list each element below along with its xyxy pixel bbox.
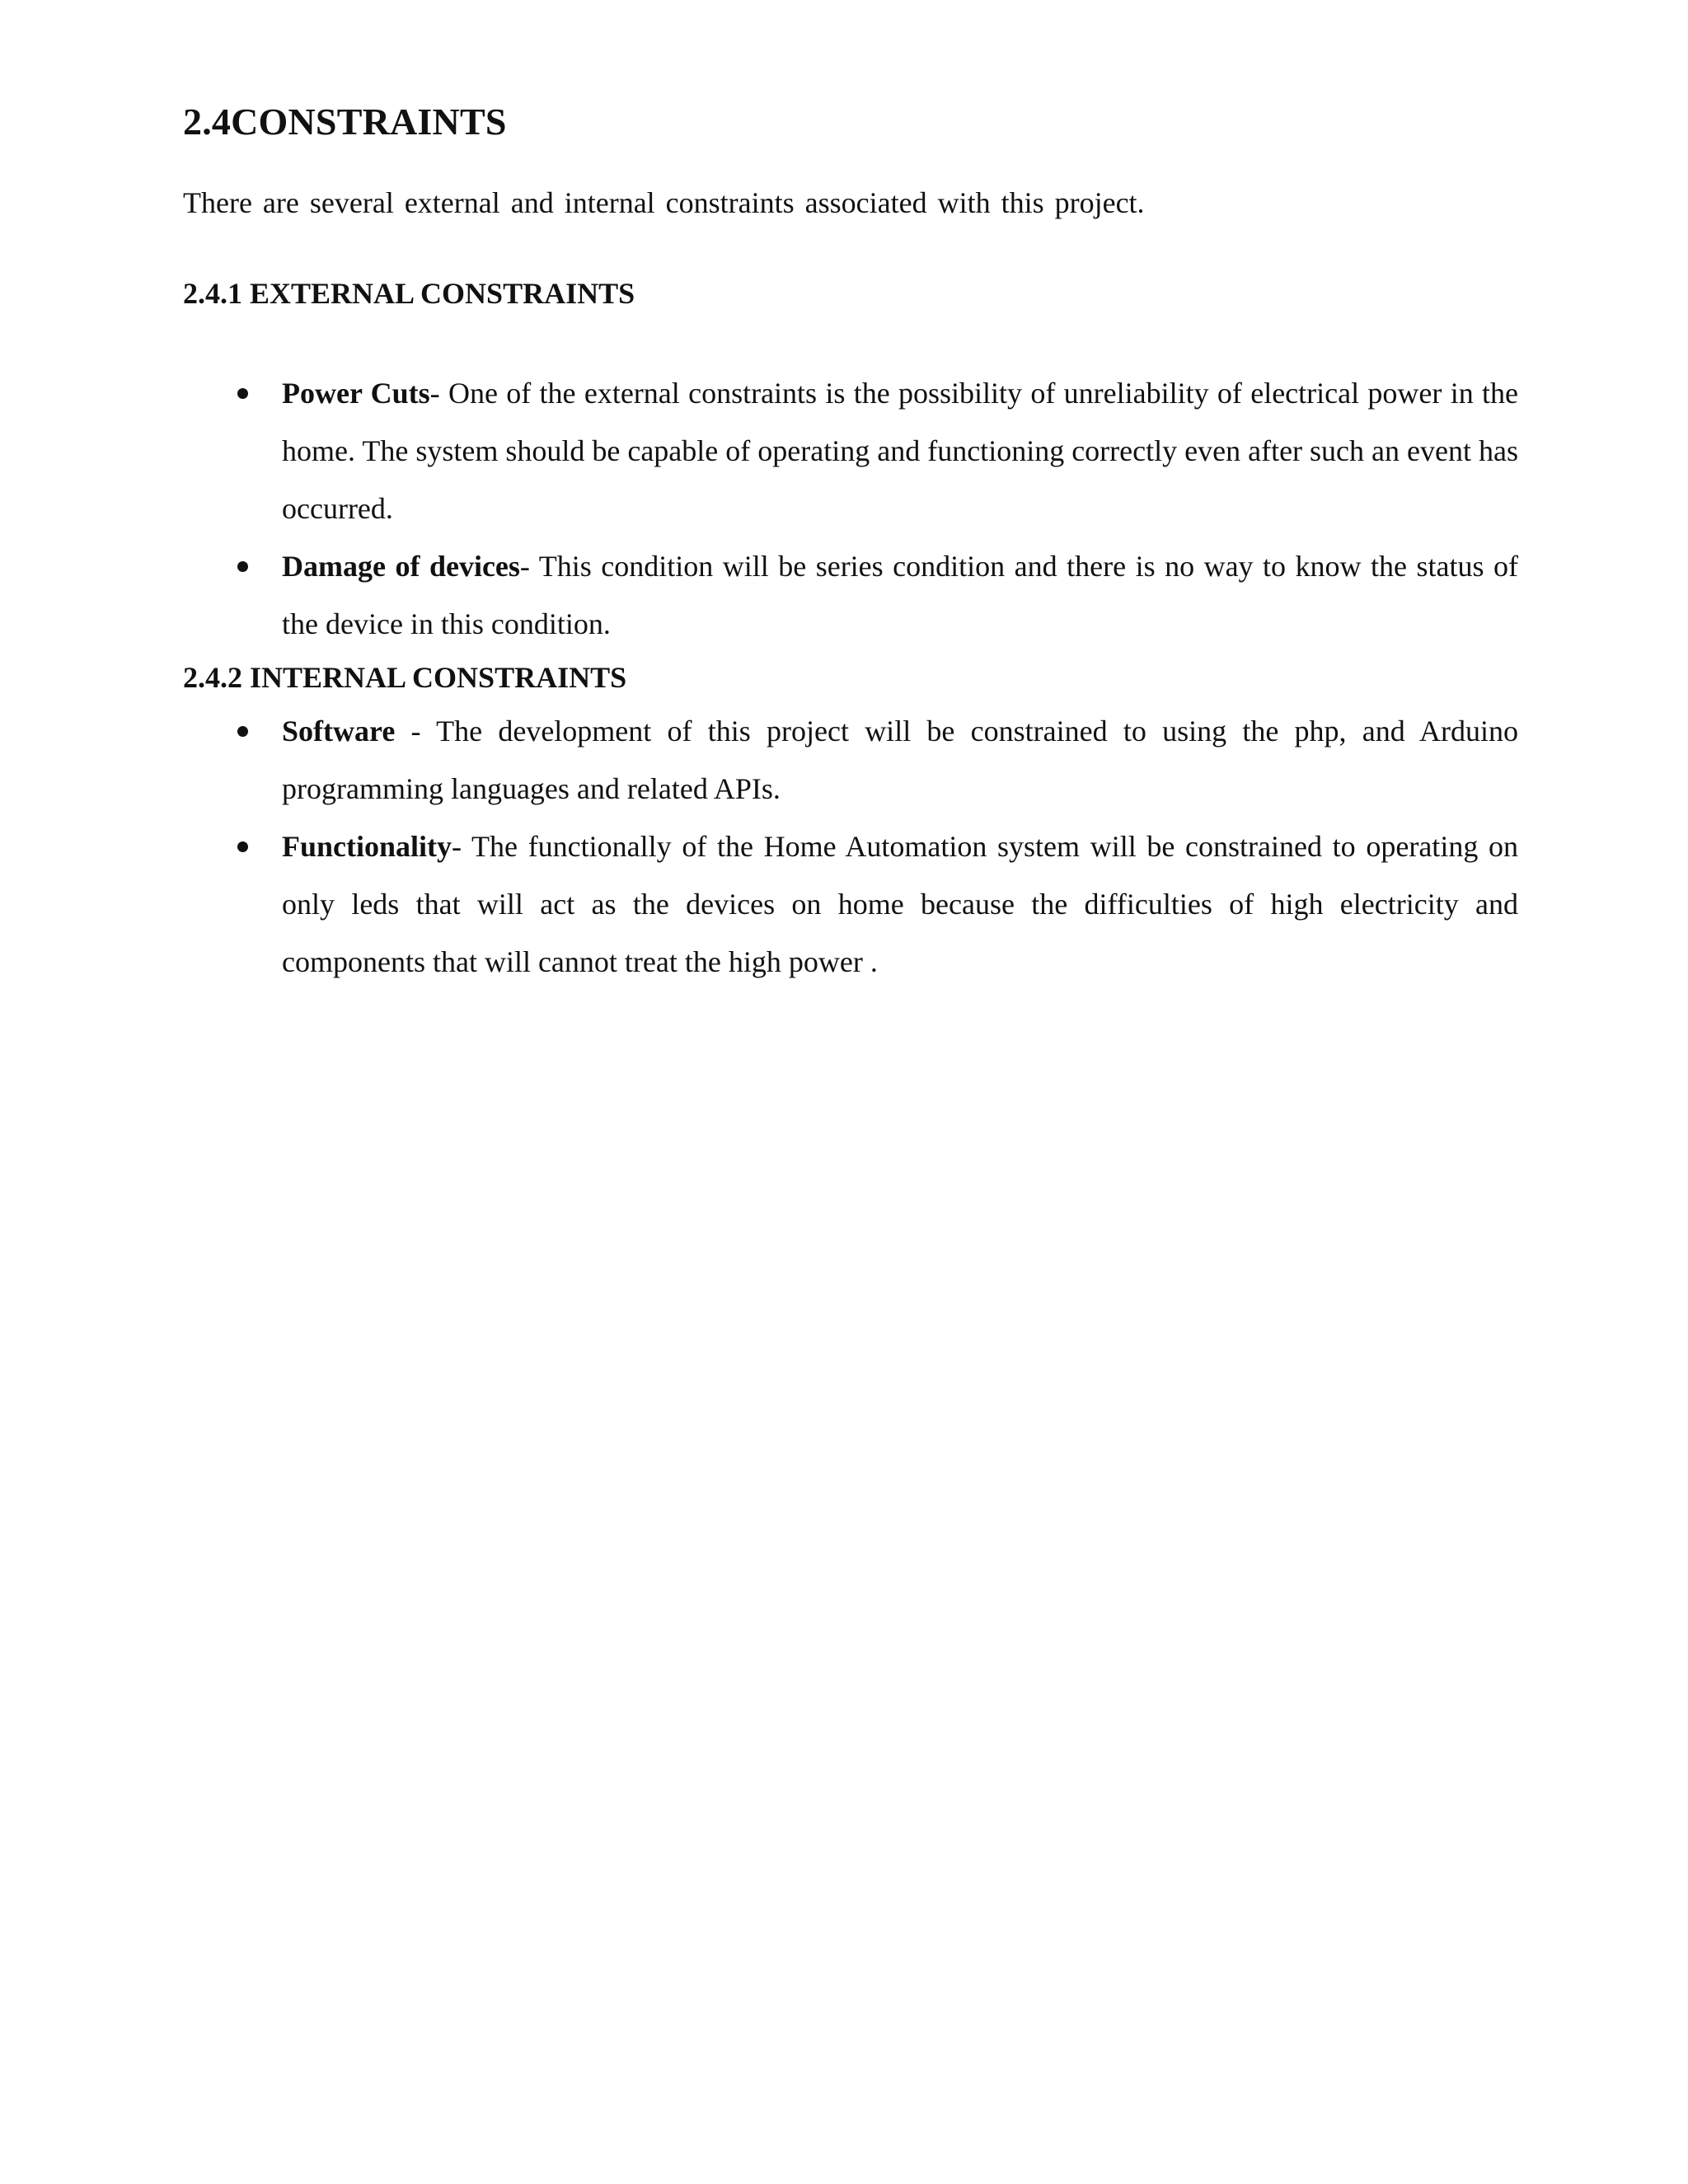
item-term: Damage of devices (282, 550, 520, 583)
internal-constraints-heading: 2.4.2 INTERNAL CONSTRAINTS (183, 661, 627, 694)
section-heading: 2.4CONSTRAINTS (183, 101, 507, 143)
bullet-icon (234, 702, 251, 760)
intro-paragraph: There are several external and internal constraints associated with this project. (183, 186, 1145, 219)
item-text: - The functionally of the Home Automation system will be constrained to operating on only leds that will act as the devices on home because the difficulties of high electricity and components that will cannot treat the high power . (282, 830, 1518, 978)
item-term: Functionality (282, 830, 452, 863)
bullet-icon (234, 364, 251, 422)
page-content (183, 97, 1519, 991)
item-term: Power Cuts (282, 377, 430, 410)
item-text: - This condition will be series condition and there is no way to know the status of the device in this condition. (282, 550, 1518, 640)
bullet-icon (234, 818, 251, 875)
list-item (183, 702, 1518, 818)
list-item (183, 537, 1518, 653)
item-text: - The development of this project will be constrained to using the php, and Arduino programming languages and related APIs. (282, 715, 1518, 805)
item-term: Software (282, 715, 396, 748)
external-constraints-heading: 2.4.1 EXTERNAL CONSTRAINTS (183, 277, 635, 310)
item-text: - One of the external constraints is the possibility of unreliability of electrical power in the home. The system should be capable of operating and functioning correctly even after such an event has occurred. (282, 377, 1519, 525)
internal-constraints-list (183, 702, 1518, 991)
bullet-icon (234, 537, 251, 595)
list-item (183, 818, 1518, 991)
external-constraints-list (183, 364, 1519, 653)
list-item (183, 364, 1518, 537)
